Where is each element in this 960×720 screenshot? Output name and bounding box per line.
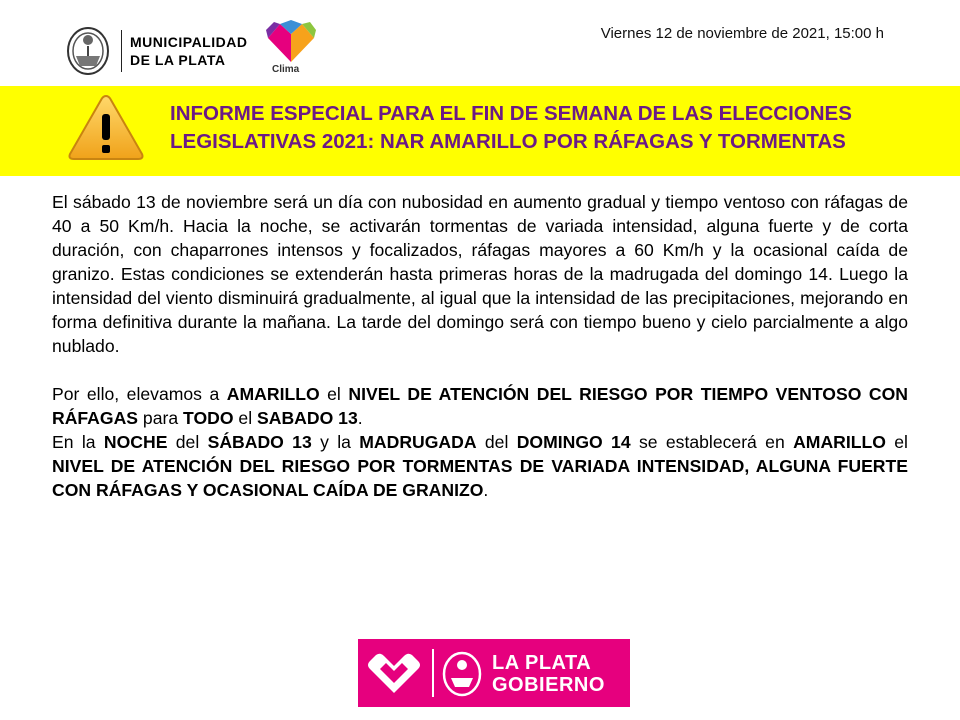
bold-run: DOMINGO 14: [516, 432, 631, 452]
text-run: En la: [52, 432, 104, 452]
text-run: del: [476, 432, 517, 452]
bold-run: AMARILLO: [793, 432, 886, 452]
bold-run: TODO: [183, 408, 234, 428]
banner-title-line-2: LEGISLATIVAS 2021: NAR AMARILLO POR RÁFAGAS Y TORMENTAS: [170, 130, 846, 153]
report-body: [52, 190, 908, 502]
footer-logo-divider: [432, 649, 434, 697]
la-plata-gobierno-logo: [358, 639, 630, 707]
gobierno-seal-icon: [442, 651, 482, 697]
clima-heart-icon: [264, 18, 318, 64]
warning-triangle-icon: [66, 92, 146, 162]
banner-title-line-1: INFORME ESPECIAL PARA EL FIN DE SEMANA DE LAS ELECCIONES: [170, 102, 852, 125]
logo-line-1: MUNICIPALIDAD: [130, 34, 248, 50]
municipality-logo-text: [130, 33, 247, 69]
bold-run: MADRUGADA: [359, 432, 477, 452]
text-run: del: [167, 432, 208, 452]
report-date: Viernes 12 de noviembre de 2021, 15:00 h: [600, 25, 884, 42]
text-run: el: [319, 384, 349, 404]
text-run: se establecerá en: [630, 432, 794, 452]
bold-run: SÁBADO 13: [207, 432, 312, 452]
bold-run: NIVEL DE ATENCIÓN DEL RIESGO POR TIEMPO VENTOSO CON RÁFAGAS: [52, 384, 908, 428]
alert-banner: [0, 86, 960, 176]
bold-run: NOCHE: [103, 432, 168, 452]
banner-title: [170, 100, 930, 156]
header: [0, 0, 960, 86]
footer-logo-text: [492, 652, 605, 696]
text-run: y la: [311, 432, 360, 452]
text-run: .: [357, 408, 363, 428]
footer-logo-line-1: LA PLATA: [492, 652, 592, 674]
night-alert-paragraph: [52, 430, 908, 502]
text-run: para: [138, 408, 184, 428]
saturday-alert-paragraph: [52, 382, 908, 430]
heart-icon: [366, 653, 422, 695]
municipal-seal-icon: [66, 26, 110, 76]
bold-run: AMARILLO: [226, 384, 320, 404]
footer-logo-line-2: GOBIERNO: [492, 674, 605, 696]
forecast-paragraph: El sábado 13 de noviembre será un día con nubosidad en aumento gradual y tiempo ventoso con ráfagas de 40 a 50 Km/h. Hacia la noche, se activarán tormentas de variada intensidad, alguna fuerte y de corta duración, con chaparrones intensos y focalizados, ráfagas mayores a 60 Km/h y la ocasional caída de granizo. Estas condiciones se extenderán hasta primeras horas de la madrugada del domingo 14. Luego la intensidad del viento disminuirá gradualmente, al igual que la intensidad de las precipitaciones, mejorando en forma definitiva durante la mañana. La tarde del domingo será con tiempo bueno y cielo parcialmente a algo nublado.: [52, 192, 908, 356]
bold-run: SABADO 13: [257, 408, 358, 428]
clima-label: Clima: [272, 64, 300, 75]
logo-line-2: DE LA PLATA: [130, 52, 226, 68]
text-run: .: [483, 480, 489, 500]
text-run: el: [885, 432, 908, 452]
bold-run: NIVEL DE ATENCIÓN DEL RIESGO POR TORMENTAS DE VARIADA INTENSIDAD, ALGUNA FUERTE CON RÁFAGAS Y OCASIONAL CAÍDA DE GRANIZO: [52, 456, 908, 500]
text-run: Por ello, elevamos a: [52, 384, 227, 404]
header-divider: [121, 30, 122, 72]
text-run: el: [233, 408, 258, 428]
